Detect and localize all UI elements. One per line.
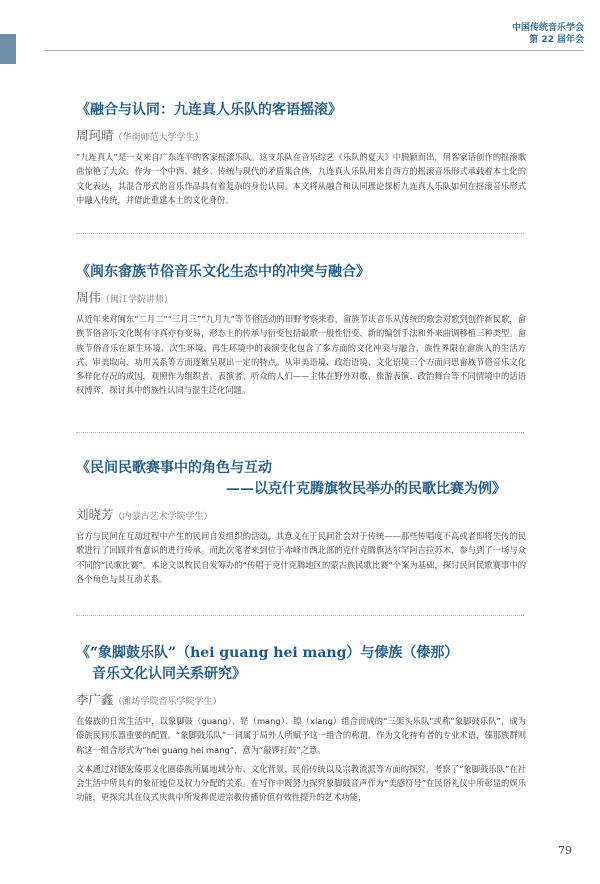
conference-name: 中国传统音乐学会 [511, 23, 584, 33]
article-title: 《民间民歌赛事中的角色与互动 [76, 460, 272, 476]
abstract [76, 312, 526, 398]
article-title-line2: 音乐文化认同关系研究》 [92, 666, 246, 682]
author-affiliation: （潍坊学院音乐学院学生） [113, 697, 222, 707]
header-accent-bar [0, 34, 16, 64]
author-name: 周伟 [76, 290, 102, 305]
author-name: 刘晓芳 [76, 507, 114, 522]
article-2 [76, 262, 526, 398]
author-name: 李广鑫 [76, 692, 114, 707]
author-name: 周珂晴 [76, 128, 114, 143]
abstract-paragraph: 官方与民间在互动过程中产生的民间自发组织的活动，其意义在于民间社会对于传统——那些传唱度不高或者即将失传的民歌进行了回顾并有意识的进行传承。而此次笔者来到位于赤峰市西北部的克什克腾旗达尔罕阿吉拉苏木，参与到了一场与众不同的“民歌比赛”。本论文以牧民自发筹办的“传唱于克什克腾地区的蒙古族民歌比赛”个案为基础，探讨民间民歌赛事中的各个角色与其互动关系。 [76, 531, 526, 584]
author-line [76, 689, 526, 708]
author-line [76, 287, 526, 306]
section-divider [76, 615, 524, 616]
section-divider [76, 432, 524, 433]
author-line [76, 125, 526, 144]
abstract [76, 714, 526, 805]
abstract-paragraph: “九连真人”是一支来自广东连平的客家摇滚乐队。这支乐队在音乐综艺《乐队的夏天》中脱颖而出，用客家话创作的摇滚歌曲惊艳了大众。作为一个中西、城乡、传统与现代的矛盾集合体，九连真人乐队用来自西方的摇滚音乐形式承载着本土化的文化表达，其混合形式的音乐作品具有着复杂的身份认同。本文将从融合和认同理论探析九连真人乐队如何在摇滚音乐形式中融入传统，并借此重建本土的文化身份。 [76, 152, 526, 205]
article-3 [76, 458, 526, 586]
article-4 [76, 643, 526, 805]
article-title: 《“象脚鼓乐队”（hei guang hei mang）与傣族（傣那） [76, 645, 459, 661]
abstract [76, 529, 526, 586]
article-subtitle: ——以克什克腾旗牧民举办的民歌比赛为例》 [226, 481, 506, 497]
article-1 [76, 100, 526, 207]
author-affiliation: （内蒙古艺术学院学生） [113, 512, 213, 522]
abstract-paragraph: 从近年来对闽东“二月二”“三月三”“九月九”等节俗活动的田野考察来看，畲族节庆音乐从传统的歌会对歌到创作新民歌，畲族节俗音乐文化既有守真亦有变易，形态上的传承与衍变包括最歌一般性衍变、新的编创手法和外来曲调移植三种类型。畲族节俗音乐在原生环境、次生环境、再生环境中的表演变化包含了多方面的文化冲突与融合，族性界限在畲族人的生活方式、审美取向、功用关系等方面逐渐呈现出一定的特点。从审美语境、政治语境、文化语境三个方面问思畲族节俗音乐文化多样化存况的成因，观照作为组织者、表演者、听众的人们——主体在野外对歌、旅游表演、政治舞台等不同情境中的话语权博弈，探讨其中的族性认同与混生泛化问题。 [76, 314, 526, 396]
author-affiliation: （华南师范大学学生） [113, 133, 204, 143]
abstract-paragraph: 在傣族的日常生活中，以象脚鼓（guang）、铓（mang）、镲（xiang）组合而成的“三架头乐队”或称“象脚鼓乐队”，成为傣族民间乐器重要的配置。“象脚鼓乐队”一词属于局外人所赋予这一组合的称谓，作为文化持有者的专业术语，傣那族群则称这一组合形式为“hei guang hei mang”，意为“敲锣打鼓”之意。 [76, 716, 526, 755]
author-line [76, 504, 526, 523]
conference-label [512, 22, 584, 46]
section-divider [76, 233, 524, 234]
abstract [76, 150, 526, 207]
author-affiliation: （闽江学院讲师） [101, 295, 174, 305]
abstract-paragraph: 文本通过对德宏傣那文化圈傣族所属地域分布、文化背景、民俗传统以及宗教流派等方面的探究，考察了“象脚鼓乐队”在社会生活中所具有的象征地位及权力分配的关系。在写作中既努力探究象脚鼓音声作为“美感符号”在民俗礼仪中所彰显的娱乐功能，更探究其在仪式庆典中所发挥促进宗教传播价值有效性提升的艺术功能， [76, 763, 526, 803]
article-title: 《闽东畲族节俗音乐文化生态中的冲突与融合》 [76, 264, 370, 280]
article-title: 《融合与认同：九连真人乐队的客语摇滚》 [76, 102, 342, 118]
header-rule [44, 50, 584, 51]
page-number: 79 [558, 844, 572, 857]
conference-session: 第 22 届年会 [529, 35, 584, 45]
